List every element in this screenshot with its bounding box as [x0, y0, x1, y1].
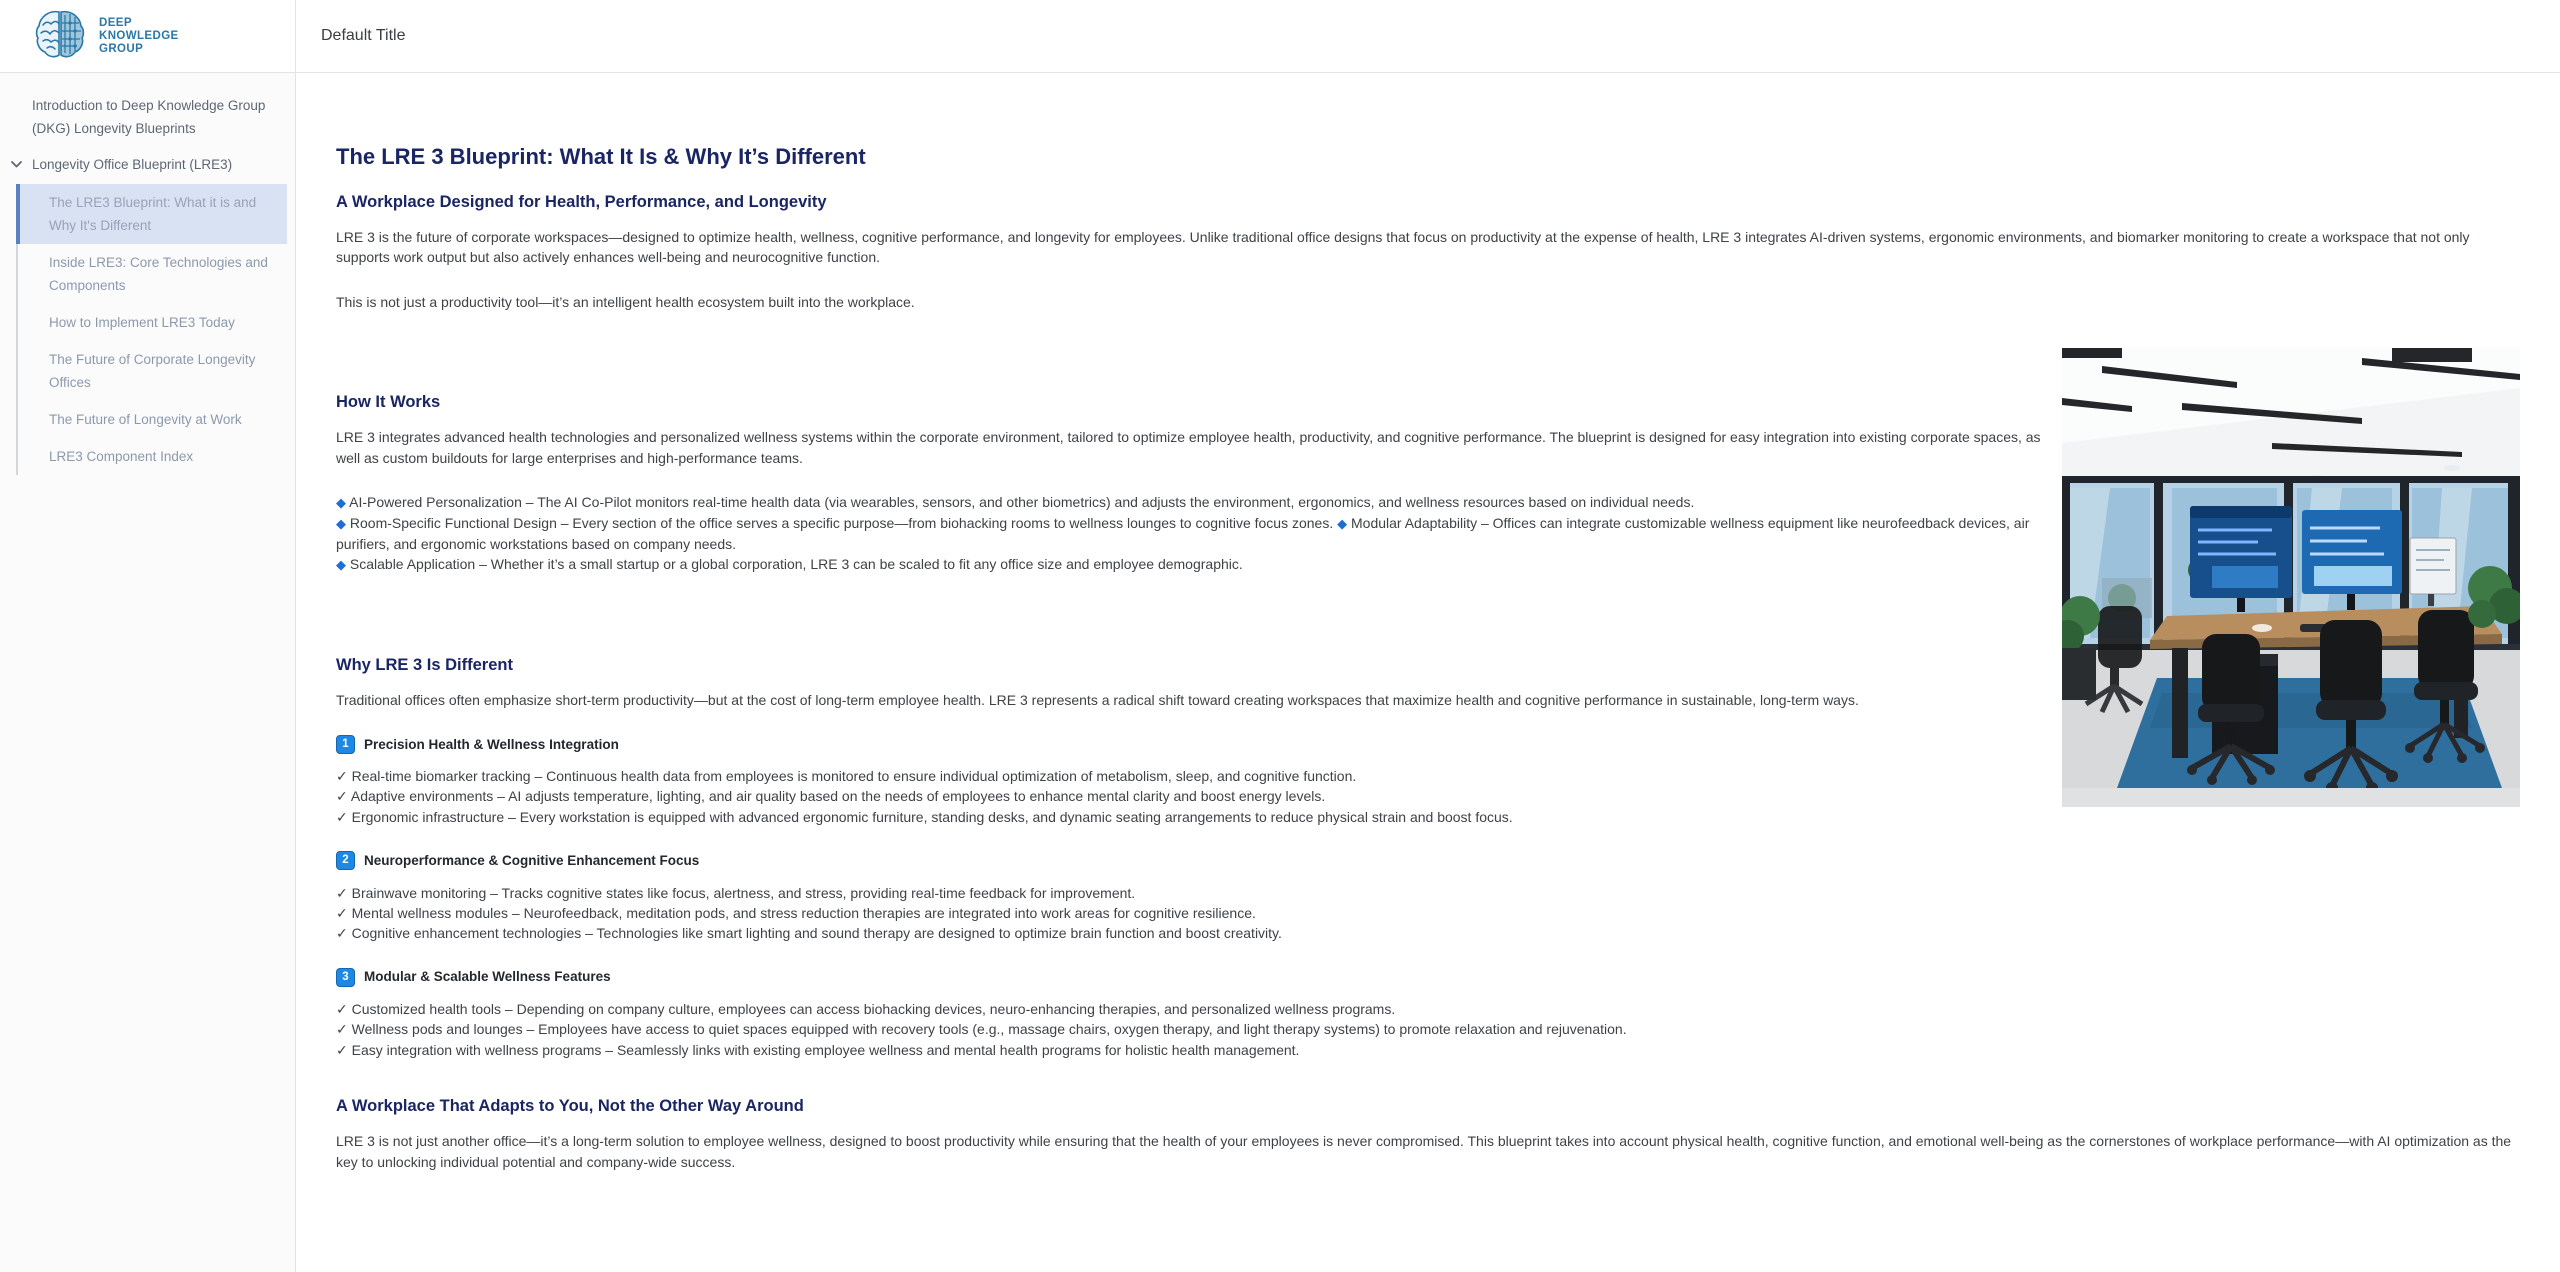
- check-icon: ✓: [336, 1000, 348, 1017]
- check-icon: ✓: [336, 925, 348, 942]
- list-item: ✓ Adaptive environments – AI adjusts temperature, lighting, and air quality based on the needs of employees to enhance mental clarity and boost energy levels.: [336, 788, 1326, 805]
- logo[interactable]: [0, 0, 296, 72]
- check-icon: ✓: [336, 884, 348, 901]
- diamond-icon: ◆: [336, 494, 346, 510]
- sidebar-section-label: Longevity Office Blueprint (LRE3): [32, 157, 233, 172]
- feature-group-2: [336, 851, 2520, 943]
- sidebar-nav: [0, 73, 296, 1272]
- list-item: ◆ AI-Powered Personalization – The AI Co-Pilot monitors real-time health data (via wearables, sensors, and other biometrics) and adjusts the environment, ergonomics, and wellness resources based on individual needs.: [336, 493, 1695, 510]
- section-heading-workplace-designed: A Workplace Designed for Health, Performance, and Longevity: [336, 192, 827, 211]
- sidebar-item-how-to-implement[interactable]: How to Implement LRE3 Today: [16, 304, 287, 341]
- checklist: [336, 883, 2520, 944]
- diamond-icon: ◆: [336, 556, 346, 572]
- paragraph: LRE 3 is the future of corporate workspaces—designed to optimize health, wellness, cognitive performance, and longevity for employees. Unlike traditional office designs that focus on productivity at the expense of health, LRE 3 integrates AI-driven systems, ergonomic environments, and biomarker monitoring to create a workspace that not only supports work output but also actively enhances well-being and neurocognitive function.: [336, 229, 2470, 266]
- paragraph: This is not just a productivity tool—it’s an intelligent health ecosystem built into the workplace.: [336, 293, 915, 310]
- check-icon: ✓: [336, 808, 348, 825]
- section-number-badge: 1: [336, 735, 355, 754]
- group-title: Neuroperformance & Cognitive Enhancement Focus: [364, 852, 700, 868]
- sidebar-item-component-index[interactable]: LRE3 Component Index: [16, 438, 287, 475]
- list-item: ✓ Ergonomic infrastructure – Every workstation is equipped with advanced ergonomic furniture, standing desks, and dynamic seating arrangements to reduce physical strain and boost focus.: [336, 808, 1513, 825]
- check-icon: ✓: [336, 768, 348, 785]
- article-heading: The LRE 3 Blueprint: What It Is & Why It’s Different: [336, 144, 866, 169]
- diamond-icon: ◆: [1337, 515, 1348, 531]
- section-number-badge: 2: [336, 851, 355, 870]
- feature-group-3: [336, 967, 2520, 1059]
- sidebar-item-inside-lre3[interactable]: Inside LRE3: Core Technologies and Components: [16, 244, 287, 304]
- list-item: ✓ Brainwave monitoring – Tracks cognitive states like focus, alertness, and stress, providing real-time feedback for improvement.: [336, 884, 1136, 901]
- list-item: ✓ Real-time biomarker tracking – Continuous health data from employees is monitored to ensure individual optimization of metabolism, sleep, and cognitive function.: [336, 768, 1357, 785]
- diamond-icon: ◆: [336, 515, 346, 531]
- list-item: ✓ Easy integration with wellness programs – Seamlessly links with existing employee wellness and mental health programs for holistic health management.: [336, 1041, 1300, 1058]
- paragraph: LRE 3 integrates advanced health technologies and personalized wellness systems within the corporate environment, tailored to optimize employee health, productivity, and cognitive performance. The blueprint is designed for easy integration into existing corporate spaces, as well as custom buildouts for large enterprises and high-performance teams.: [336, 429, 2041, 466]
- sidebar-item-future-corporate-offices[interactable]: The Future of Corporate Longevity Offices: [16, 341, 287, 401]
- list-item: ✓ Customized health tools – Depending on company culture, employees can access biohacking devices, neuro-enhancing therapies, and personalized wellness programs.: [336, 1000, 1396, 1017]
- check-icon: ✓: [336, 904, 348, 921]
- section-number-badge: 3: [336, 968, 355, 987]
- checklist: [336, 999, 2520, 1060]
- sidebar-item-lre3-blueprint[interactable]: The LRE3 Blueprint: What it is and Why It's Different: [16, 184, 287, 244]
- chevron-down-icon[interactable]: [8, 153, 24, 176]
- group-title: Modular & Scalable Wellness Features: [364, 969, 611, 985]
- list-item: ◆ Room-Specific Functional Design – Every section of the office serves a specific purpose—from biohacking rooms to wellness lounges to cognitive focus zones. ◆ Modular Adaptability – Offices can integrate customizable wellness equipment like neurofeedback devices, air purifiers, and ergonomic workstations based on company needs.: [336, 514, 2030, 552]
- article-content: [296, 73, 2560, 1272]
- list-item: ◆ Scalable Application – Whether it’s a small startup or a global corporation, LRE 3 can be scaled to fit any office size and employee demographic.: [336, 555, 1243, 572]
- sidebar-item-longevity-office-blueprint[interactable]: [0, 145, 295, 180]
- section-heading-why-different: Why LRE 3 Is Different: [336, 655, 513, 674]
- logo-wordmark: DEEP KNOWLEDGE GROUP: [99, 16, 179, 55]
- list-item: ✓ Wellness pods and lounges – Employees have access to quiet spaces equipped with recovery tools (e.g., massage chairs, oxygen therapy, and light therapy systems) to promote relaxation and rejuvenation.: [336, 1021, 1627, 1038]
- app-header: [0, 0, 2560, 73]
- list-item: ✓ Mental wellness modules – Neurofeedback, meditation pods, and stress reduction therapies are integrated into work areas for cognitive resilience.: [336, 904, 1256, 921]
- sidebar-item-introduction[interactable]: Introduction to Deep Knowledge Group (DKG) Longevity Blueprints: [32, 98, 266, 136]
- sidebar-item-future-longevity-work[interactable]: The Future of Longevity at Work: [16, 401, 287, 438]
- check-icon: ✓: [336, 788, 348, 805]
- office-image: [2062, 348, 2520, 807]
- page-title: Default Title: [321, 27, 406, 44]
- brain-logo-icon: [33, 7, 87, 66]
- check-icon: ✓: [336, 1021, 348, 1038]
- section-heading-how-it-works: How It Works: [336, 392, 441, 411]
- group-title: Precision Health & Wellness Integration: [364, 736, 619, 752]
- section-heading-adapts-to-you: A Workplace That Adapts to You, Not the Other Way Around: [336, 1096, 804, 1115]
- list-item: ✓ Cognitive enhancement technologies – Technologies like smart lighting and sound therapy are designed to optimize brain function and boost creativity.: [336, 925, 1282, 942]
- paragraph: Traditional offices often emphasize short-term productivity—but at the cost of long-term employee health. LRE 3 represents a radical shift toward creating workspaces that maximize health and cognitive performance in sustainable, long-term ways.: [336, 692, 1859, 709]
- paragraph: LRE 3 is not just another office—it’s a long-term solution to employee wellness, designed to boost productivity while ensuring that the health of your employees is never compromised. This blueprint takes into account physical health, cognitive function, and emotional well-being as the cornerstones of workplace performance—with AI optimization as the key to unlocking individual potential and company-wide success.: [336, 1133, 2512, 1170]
- sidebar-sub-list: [16, 184, 295, 475]
- check-icon: ✓: [336, 1041, 348, 1058]
